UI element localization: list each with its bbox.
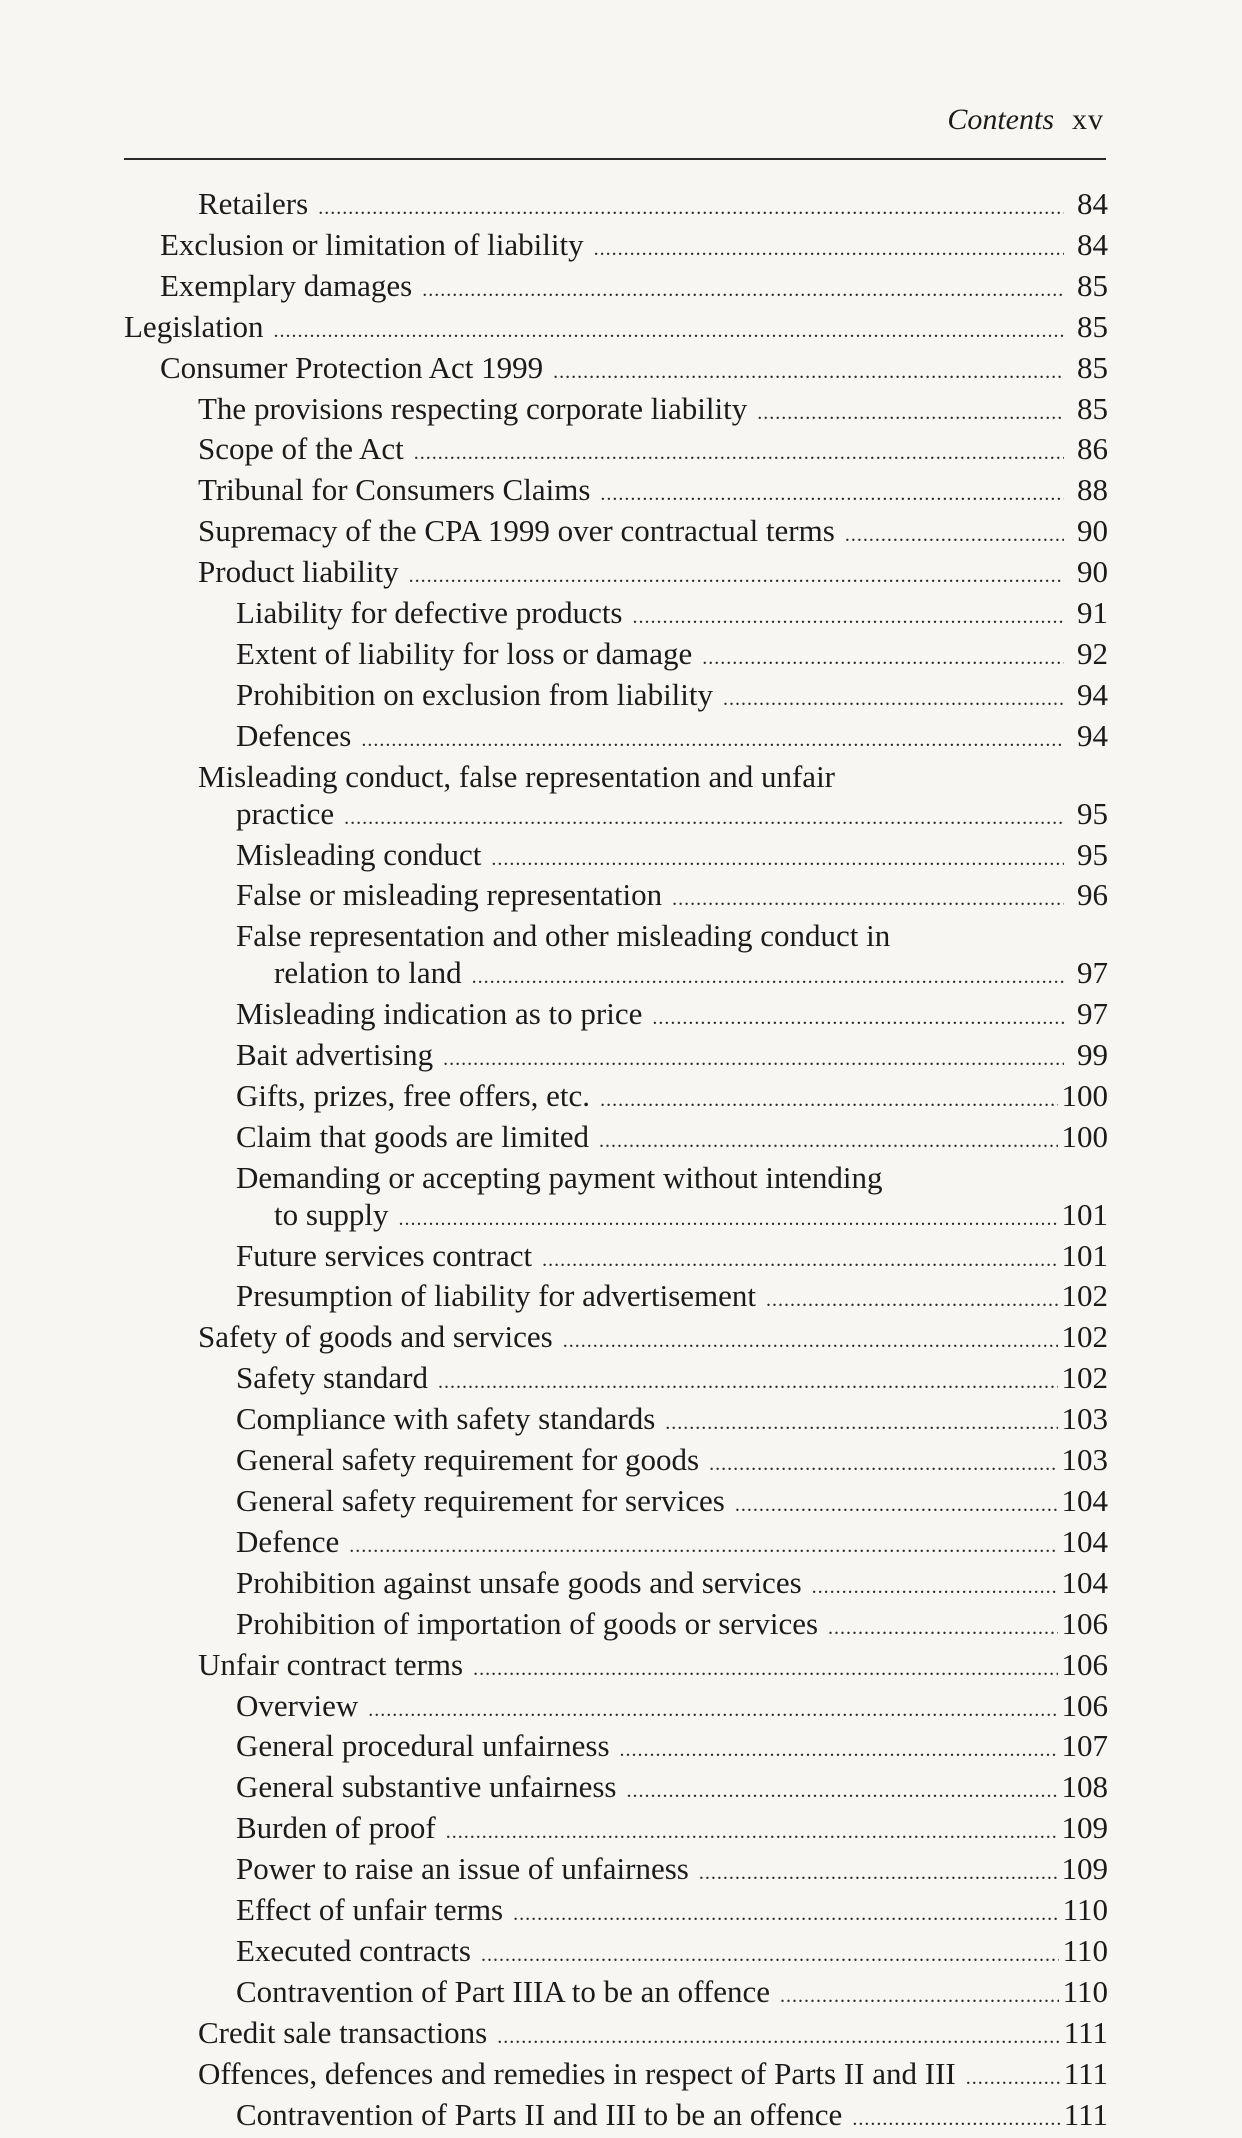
dot-leader (723, 681, 1064, 718)
dot-leader (513, 1896, 1059, 1933)
dot-leader (443, 1041, 1064, 1078)
dot-leader (473, 1651, 1057, 1688)
toc-entry-title: Retailers (198, 186, 309, 221)
toc-entry-page-number: 92 (1077, 635, 1108, 671)
toc-entry-page-number: 101 (1061, 1237, 1108, 1273)
dot-leader (709, 1446, 1057, 1483)
toc-entry-title: False or misleading representation (236, 877, 663, 913)
toc-entry-page-number: 99 (1077, 1037, 1108, 1073)
toc-entry-page-number: 110 (1062, 1932, 1108, 1968)
dot-leader (735, 1487, 1058, 1524)
toc-entry-page-number: 103 (1061, 1401, 1108, 1437)
toc-entry (124, 1851, 1108, 1892)
toc-entry-title: Defence (236, 1523, 340, 1559)
toc-entry-page-number: 90 (1077, 554, 1108, 590)
toc-entry-title: Exemplary damages (160, 267, 413, 303)
toc-entry (124, 1524, 1108, 1565)
toc-entry-page-number: 104 (1061, 1483, 1108, 1518)
dot-leader (766, 1282, 1057, 1319)
toc-entry-page-number: 94 (1077, 676, 1108, 712)
toc-entry-title: Compliance with safety standards (236, 1401, 656, 1437)
toc-entry-page-number: 104 (1061, 1564, 1108, 1600)
toc-entry-title: General procedural unfairness (236, 1728, 610, 1764)
toc-entry (124, 1892, 1108, 1933)
dot-leader (845, 517, 1064, 554)
toc-entry-page-number: 101 (1061, 1196, 1108, 1232)
toc-entry-title: Legislation (124, 308, 264, 344)
dot-leader (633, 599, 1064, 636)
toc-entry (124, 513, 1108, 554)
dot-leader (702, 640, 1064, 677)
toc-entry-page-number: 107 (1061, 1728, 1108, 1764)
dot-leader (368, 1692, 1057, 1729)
toc-entry-page-number: 94 (1077, 717, 1108, 753)
toc-entry-title: Liability for defective products (236, 595, 623, 631)
toc-entry-title: Misleading conduct (236, 836, 482, 872)
toc-entry-title: Prohibition of importation of goods or services (236, 1605, 819, 1641)
toc-entry-page-number: 88 (1077, 472, 1108, 508)
toc-entry-title: Supremacy of the CPA 1999 over contractual terms (198, 513, 835, 549)
toc-entry (124, 431, 1108, 472)
toc-entry-page-number: 95 (1077, 836, 1108, 872)
toc-entry-title: Contravention of Parts II and III to be an offence (236, 2096, 843, 2132)
dot-leader (780, 1978, 1059, 2015)
toc-entry-title: Claim that goods are limited (236, 1118, 589, 1154)
toc-entry-page-number: 85 (1077, 267, 1108, 303)
toc-entry-title: General substantive unfairness (236, 1769, 617, 1805)
dot-leader (620, 1732, 1058, 1769)
toc-entry-page-number: 86 (1077, 431, 1108, 467)
toc-entry-page-number: 111 (1063, 2014, 1108, 2050)
toc-entry-page-number: 111 (1063, 2055, 1108, 2091)
dot-leader (438, 1364, 1058, 1401)
toc-entry-page-number: 110 (1062, 1973, 1108, 2009)
dot-leader (563, 1323, 1058, 1360)
toc-entry-title: Gifts, prizes, free offers, etc. (236, 1077, 591, 1113)
toc-entry-page-number: 102 (1061, 1278, 1108, 1314)
dot-leader (399, 1201, 1058, 1238)
table-of-contents (124, 186, 1108, 2138)
dot-leader (481, 1937, 1059, 1974)
toc-entry-title: Credit sale transactions (198, 2014, 488, 2050)
toc-entry-title: Overview (236, 1687, 359, 1723)
toc-entry-page-number: 102 (1061, 1360, 1108, 1396)
dot-leader (757, 395, 1064, 432)
dot-leader (627, 1773, 1058, 1810)
toc-entry-page-number: 106 (1061, 1605, 1108, 1641)
toc-entry-page-number: 109 (1061, 1810, 1108, 1846)
toc-entry (124, 1810, 1108, 1851)
toc-entry-page-number: 84 (1077, 186, 1108, 221)
dot-leader (497, 2019, 1060, 2056)
toc-entry-title-first-line: Demanding or accepting payment without intending (236, 1159, 883, 1195)
dot-leader (672, 881, 1064, 918)
dot-leader (599, 1123, 1058, 1160)
toc-entry-title: Prohibition on exclusion from liability (236, 676, 714, 712)
toc-entry-page-number: 97 (1077, 996, 1108, 1032)
dot-leader (349, 1528, 1057, 1565)
toc-entry-title: Consumer Protection Act 1999 (160, 349, 544, 385)
toc-entry (124, 595, 1108, 636)
toc-entry-page-number: 84 (1077, 226, 1108, 262)
running-head-title: Contents (947, 103, 1054, 136)
toc-entry (124, 636, 1108, 677)
toc-entry (124, 1037, 1108, 1078)
toc-entry-page-number: 100 (1061, 1118, 1108, 1154)
toc-entry-title: Unfair contract terms (198, 1646, 464, 1682)
toc-entry-title: Exclusion or limitation of liability (160, 226, 584, 262)
dot-leader (553, 354, 1064, 391)
toc-entry-title: Scope of the Act (198, 431, 404, 467)
toc-entry-page-number: 106 (1061, 1646, 1108, 1682)
toc-entry-title: Contravention of Part IIIA to be an offence (236, 1973, 771, 2009)
toc-entry (124, 2056, 1108, 2097)
toc-entry (124, 1360, 1108, 1401)
dot-leader (594, 231, 1064, 268)
toc-entry-page-number: 110 (1062, 1892, 1108, 1928)
toc-entry-title: Executed contracts (236, 1932, 471, 1968)
toc-entry-title: General safety requirement for goods (236, 1442, 700, 1478)
toc-entry-page-number: 97 (1077, 955, 1108, 991)
toc-entry (124, 955, 1108, 996)
toc-entry-page-number: 111 (1063, 2096, 1108, 2132)
dot-leader (966, 2060, 1060, 2097)
toc-entry-title: Defences (236, 717, 352, 753)
toc-entry-title: The provisions respecting corporate liability (198, 390, 748, 426)
toc-entry-page-number: 104 (1061, 1523, 1108, 1559)
toc-entry (124, 1606, 1108, 1647)
dot-leader (273, 313, 1064, 350)
dot-leader (318, 190, 1064, 227)
dot-leader (665, 1405, 1057, 1442)
toc-entry (124, 1769, 1108, 1810)
toc-entry-page-number: 102 (1061, 1319, 1108, 1355)
toc-entry (124, 227, 1108, 268)
dot-leader (422, 272, 1064, 309)
dot-leader (600, 476, 1064, 513)
dot-leader (699, 1855, 1058, 1892)
toc-entry-page-number: 103 (1061, 1442, 1108, 1478)
toc-entry-title: Future services contract (236, 1237, 533, 1273)
toc-entry (124, 1078, 1108, 1119)
toc-entry (124, 554, 1108, 595)
toc-entry-title: Safety of goods and services (198, 1319, 553, 1355)
toc-entry-title: Bait advertising (236, 1037, 434, 1073)
toc-entry-title: Tribunal for Consumers Claims (198, 472, 591, 508)
toc-entry-page-number: 91 (1077, 595, 1108, 631)
dot-leader (472, 959, 1064, 996)
toc-entry-title: relation to land (274, 955, 462, 991)
toc-entry-title: General safety requirement for services (236, 1483, 725, 1518)
toc-entry-title: Burden of proof (236, 1810, 436, 1846)
toc-entry-page-number: 85 (1077, 308, 1108, 344)
toc-entry-title: Extent of liability for loss or damage (236, 635, 693, 671)
toc-entry (124, 350, 1108, 391)
toc-entry-page-number: 109 (1061, 1851, 1108, 1887)
toc-entry-page-number: 95 (1077, 795, 1108, 831)
dot-leader (414, 435, 1064, 472)
toc-entry (124, 877, 1108, 918)
dot-leader (491, 841, 1064, 878)
dot-leader (542, 1242, 1057, 1279)
toc-entry (124, 391, 1108, 432)
toc-entry (124, 1197, 1108, 1238)
toc-entry-title: Offences, defences and remedies in respect of Parts II and III (198, 2055, 956, 2091)
toc-entry (124, 1119, 1108, 1160)
toc-entry (124, 677, 1108, 718)
dot-leader (600, 1082, 1057, 1119)
toc-entry (124, 718, 1108, 759)
dot-leader (361, 722, 1064, 759)
toc-entry (124, 1238, 1108, 1279)
toc-entry (124, 1647, 1108, 1688)
toc-entry (124, 1278, 1108, 1319)
toc-entry-page-number: 85 (1077, 349, 1108, 385)
toc-entry-page-number: 108 (1061, 1769, 1108, 1805)
toc-entry (124, 1688, 1108, 1729)
toc-entry (124, 996, 1108, 1037)
toc-entry-title: Power to raise an issue of unfairness (236, 1851, 689, 1887)
toc-entry (124, 2015, 1108, 2056)
toc-entry (124, 1933, 1108, 1974)
dot-leader (812, 1569, 1058, 1606)
dot-leader (852, 2101, 1059, 2138)
dot-leader (344, 800, 1064, 837)
dot-leader (446, 1814, 1058, 1851)
toc-entry (124, 796, 1108, 837)
toc-entry (124, 1483, 1108, 1524)
header-rule (124, 158, 1106, 160)
toc-entry (124, 1401, 1108, 1442)
toc-entry-title-first-line: Misleading conduct, false representation and unfair (198, 758, 835, 794)
toc-entry-page-number: 106 (1061, 1687, 1108, 1723)
toc-entry (124, 1319, 1108, 1360)
toc-entry-title: to supply (274, 1196, 389, 1232)
toc-entry (124, 1728, 1108, 1769)
running-head (947, 102, 1104, 138)
toc-entry (124, 472, 1108, 513)
toc-entry-page-number: 96 (1077, 877, 1108, 913)
toc-entry (124, 1974, 1108, 2015)
toc-entry (124, 309, 1108, 350)
toc-entry-page-number: 100 (1061, 1077, 1108, 1113)
toc-entry-title-first-line: False representation and other misleading conduct in (236, 918, 891, 954)
dot-leader (828, 1610, 1057, 1647)
toc-entry (124, 1565, 1108, 1606)
dot-leader (652, 1000, 1064, 1037)
running-head-page-numeral: xv (1072, 103, 1104, 136)
toc-entry (124, 837, 1108, 878)
toc-entry-title: practice (236, 795, 335, 831)
toc-entry (124, 186, 1108, 227)
toc-entry-page-number: 90 (1077, 513, 1108, 549)
toc-entry-title: Product liability (198, 554, 399, 590)
toc-entry (124, 2097, 1108, 2138)
toc-entry-title: Prohibition against unsafe goods and services (236, 1564, 802, 1600)
toc-entry-title: Presumption of liability for advertisement (236, 1278, 757, 1314)
toc-entry-title: Safety standard (236, 1360, 428, 1396)
toc-entry (124, 268, 1108, 309)
toc-entry-title: Misleading indication as to price (236, 996, 643, 1032)
toc-entry (124, 1442, 1108, 1483)
toc-entry-page-number: 85 (1077, 390, 1108, 426)
toc-entry-title: Effect of unfair terms (236, 1892, 504, 1928)
dot-leader (409, 558, 1064, 595)
